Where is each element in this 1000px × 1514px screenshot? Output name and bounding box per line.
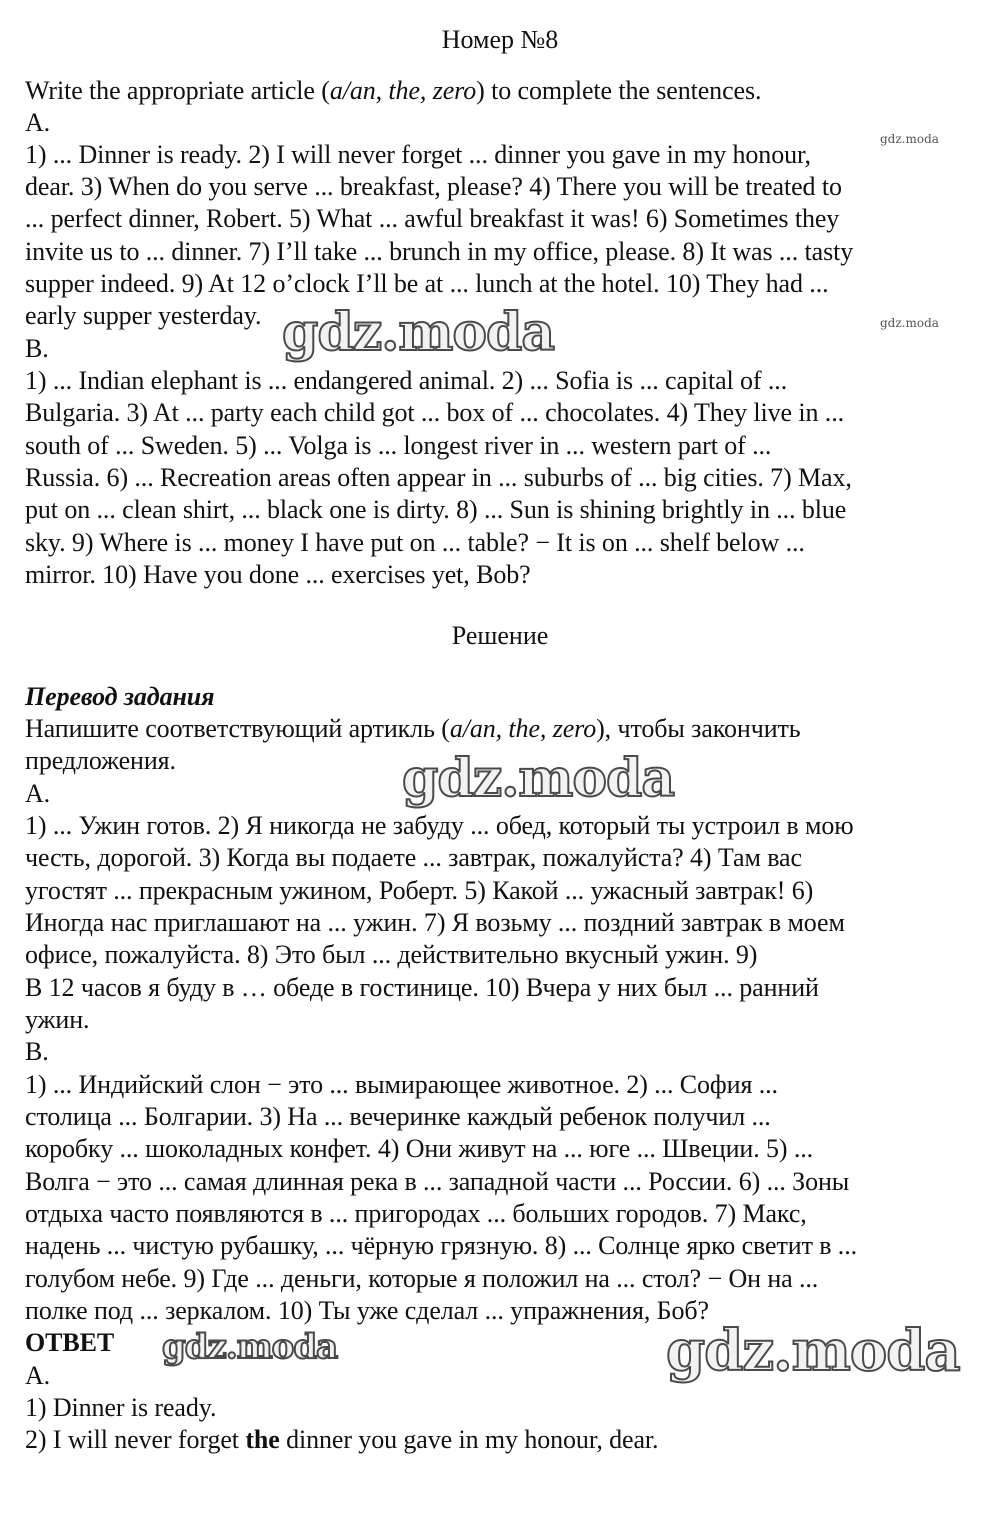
task-part-a-line: early supper yesterday. xyxy=(25,301,262,330)
translation-instruction-pre: Напишите соответствующий артикль ( xyxy=(25,714,450,743)
watermark-small: gdz.moda xyxy=(880,316,939,330)
answer-heading: ОТВЕТ xyxy=(25,1328,115,1357)
translation-part-b-line: 1) ... Индийский слон − это ... вымирающее животное. 2) ... София ... xyxy=(25,1070,778,1099)
task-part-a-line: supper indeed. 9) At 12 o’clock I’ll be at ... lunch at the hotel. 10) They had ... xyxy=(25,269,829,298)
translation-instruction-line2: предложения. xyxy=(25,746,176,775)
task-part-b-line: Russia. 6) ... Recreation areas often appear in ... suburbs of ... big cities. 7) Max, xyxy=(25,463,852,492)
answer-line: 1) Dinner is ready. xyxy=(25,1393,217,1422)
task-part-b-line: Bulgaria. 3) At ... party each child got ... box of ... chocolates. 4) They live in ... xyxy=(25,398,845,427)
translation-instruction-italic: a/an, the, zero xyxy=(449,714,597,743)
answer-line2-post: dinner you gave in my honour, dear. xyxy=(279,1425,659,1454)
translation-part-b-line: отдыха часто появляются в ... пригородах ... больших городов. 7) Макс, xyxy=(25,1199,807,1228)
task-part-b-label: B. xyxy=(25,334,49,363)
watermark-logo: gdz.moda xyxy=(666,1318,960,1384)
watermark-logo: gdz.moda xyxy=(402,748,675,809)
translation-part-a-line: 1) ... Ужин готов. 2) Я никогда не забуду ... обед, который ты устроил в мою xyxy=(25,811,854,840)
watermark-logo: gdz.moda xyxy=(162,1327,338,1367)
translation-heading: Перевод задания xyxy=(25,682,215,711)
translation-part-a-line: Иногда нас приглашают на ... ужин. 7) Я возьму ... поздний завтрак в моем xyxy=(25,908,845,937)
translation-part-b-line: Волга − это ... самая длинная река в ... западной части ... России. 6) ... Зоны xyxy=(25,1167,850,1196)
task-part-a-label: A. xyxy=(25,108,51,137)
translation-part-b-line: коробку ... шоколадных конфет. 4) Они живут на ... юге ... Швеции. 5) ... xyxy=(25,1134,814,1163)
task-part-b-line: sky. 9) Where is ... money I have put on ... table? − It is on ... shelf below ... xyxy=(25,528,805,557)
task-instruction xyxy=(25,75,761,107)
answer-article: the xyxy=(245,1425,280,1454)
translation-instruction xyxy=(25,713,801,745)
translation-part-a-label: A. xyxy=(25,779,51,808)
answer-part-a-label: A. xyxy=(25,1361,51,1390)
translation-part-a-line: В 12 часов я буду в … обеде в гостинице. 10) Вчера у них был ... ранний xyxy=(25,973,819,1002)
translation-part-a-line: угостят ... прекрасным ужином, Роберт. 5) Какой ... ужасный завтрак! 6) xyxy=(25,876,814,905)
translation-part-a-line: ужин. xyxy=(25,1005,90,1034)
translation-part-b-line: голубом небе. 9) Где ... деньги, которые я положил на ... стол? − Он на ... xyxy=(25,1264,819,1293)
task-instruction-pre: Write the appropriate article ( xyxy=(25,76,330,105)
page-title: Номер №8 xyxy=(441,25,559,54)
translation-part-a-line: офисе, пожалуйста. 8) Это был ... действительно вкусный ужин. 9) xyxy=(25,940,758,969)
solution-heading: Решение xyxy=(451,621,549,650)
task-part-b-line: mirror. 10) Have you done ... exercises yet, Bob? xyxy=(25,560,531,589)
translation-part-b-line: надень ... чистую рубашку, ... чёрную грязную. 8) ... Солнце ярко светит в ... xyxy=(25,1231,858,1260)
answer-line2-pre: 2) I will never forget xyxy=(25,1425,246,1454)
translation-instruction-post: ), чтобы закончить xyxy=(596,714,801,743)
task-part-b-line: south of ... Sweden. 5) ... Volga is ... longest river in ... western part of ... xyxy=(25,431,772,460)
translation-part-b-line: полке под ... зеркалом. 10) Ты уже сделал ... упражнения, Боб? xyxy=(25,1296,709,1325)
answer-line xyxy=(25,1424,658,1456)
translation-part-b-line: столица ... Болгарии. 3) На ... вечеринке каждый ребенок получил ... xyxy=(25,1102,771,1131)
task-part-b-line: put on ... clean shirt, ... black one is dirty. 8) ... Sun is shining brightly in ... blue xyxy=(25,495,847,524)
task-part-a-line: 1) ... Dinner is ready. 2) I will never forget ... dinner you gave in my honour, xyxy=(25,140,811,169)
watermark-small: gdz.moda xyxy=(880,132,939,146)
task-instruction-post: ) to complete the sentences. xyxy=(476,76,762,105)
translation-part-b-label: B. xyxy=(25,1037,49,1066)
watermark-logo: gdz.moda xyxy=(282,302,555,363)
task-part-a-line: invite us to ... dinner. 7) I’ll take ... brunch in my office, please. 8) It was ... tasty xyxy=(25,237,854,266)
task-part-b-line: 1) ... Indian elephant is ... endangered animal. 2) ... Sofia is ... capital of ... xyxy=(25,366,788,395)
translation-part-a-line: честь, дорогой. 3) Когда вы подаете ... завтрак, пожалуйста? 4) Там вас xyxy=(25,843,802,872)
task-instruction-italic: a/an, the, zero xyxy=(329,76,477,105)
task-part-a-line: dear. 3) When do you serve ... breakfast, please? 4) There you will be treated to xyxy=(25,172,842,201)
task-part-a-line: ... perfect dinner, Robert. 5) What ... awful breakfast it was! 6) Sometimes they xyxy=(25,204,840,233)
